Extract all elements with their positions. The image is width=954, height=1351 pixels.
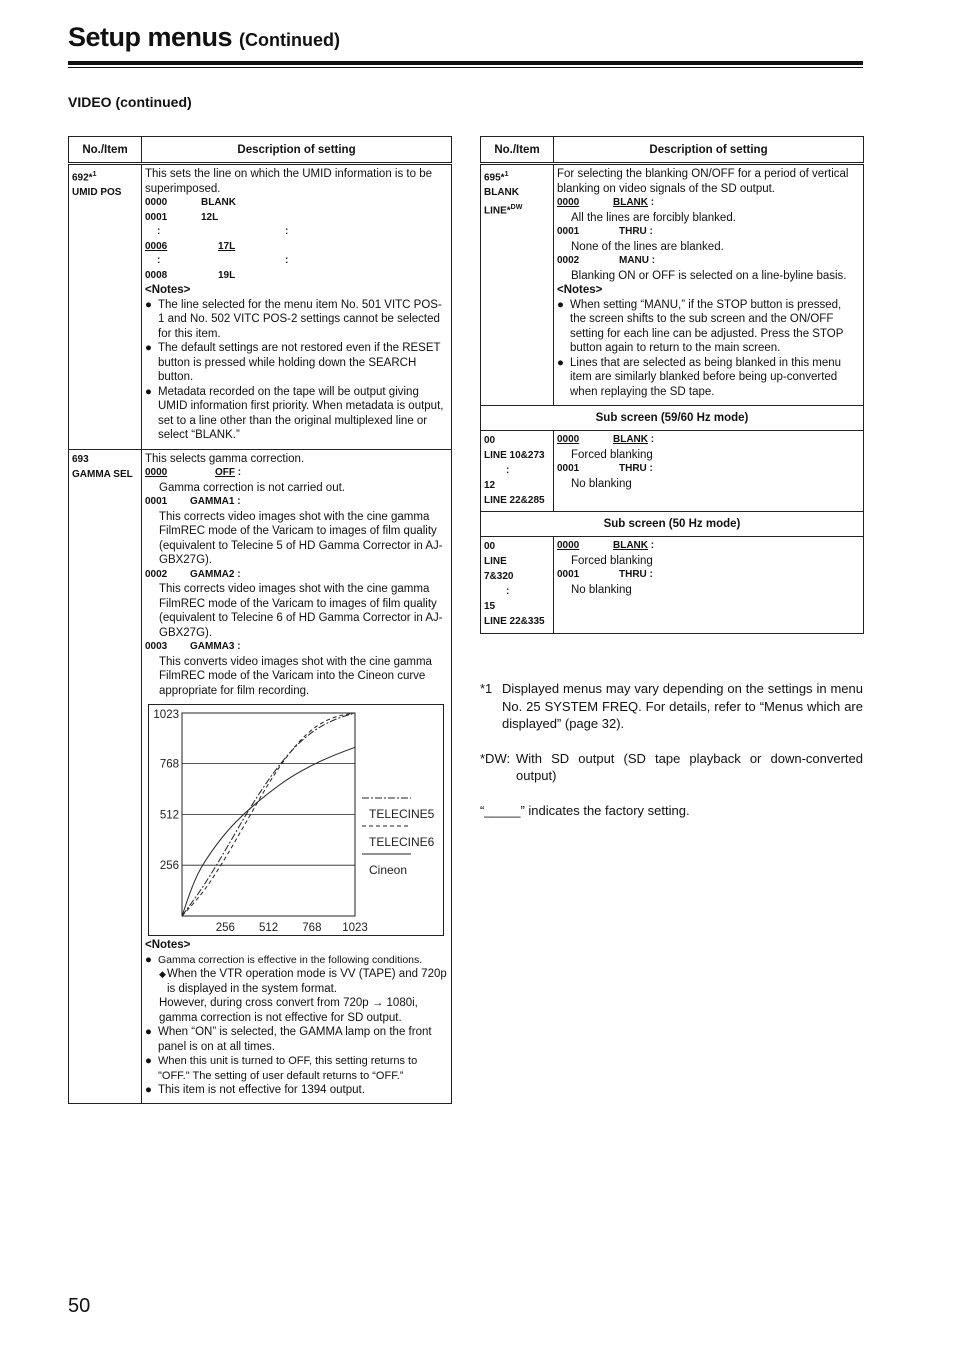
desc-cell-692: This sets the line on which the UMID information is to be superimposed. 0000 BLANK 0001 12L : : 0006 17L : : 0008 19L <Notes> ● The line selected for the menu item No. 501 VITC POS-1 and No. 502 VITC POS-2 settings cannot be selected for this item. ● The default settings are not restored even if the RESET button is pressed while holding down the SEARCH button. ● Metadata recorded on the tape will be output giving UMID information first priority. When metadata is output, set to a line other than the original multiplexed line or select “BLANK.” (142, 164, 452, 450)
item-cell-693: 693 GAMMA SEL (69, 449, 142, 1103)
y-tick-label: 256 (159, 860, 179, 873)
legend-label: TELECINE5 (369, 807, 435, 821)
gamma-chart (149, 705, 443, 935)
legend-label: Cineon (369, 863, 408, 877)
right-settings-table (480, 136, 864, 634)
footnote-factory: “_____” indicates the factory setting. (480, 802, 690, 818)
x-tick-label: 768 (302, 922, 322, 934)
section-heading: VIDEO (continued) (68, 94, 192, 110)
item-cell-sub60: 00 LINE 10&273 : 12 LINE 22&285 (481, 431, 554, 512)
col-header-item: No./Item (69, 137, 142, 164)
sub-screen-50hz-heading: Sub screen (50 Hz mode) (481, 512, 864, 537)
factory-default-code: 0006 (145, 240, 168, 252)
desc-cell-sub60: 0000 BLANK : Forced blanking 0001 THRU : No blanking (554, 431, 864, 512)
col-header-desc: Description of setting (554, 137, 864, 164)
y-tick-label: 512 (159, 809, 179, 822)
table-row-693 (69, 449, 452, 1103)
desc-cell-695: For selecting the blanking ON/OFF for a period of vertical blanking on video signals of the SD output. 0000 BLANK : All the lines are forcibly blanked. 0001 THRU : None of the lines are blanked. 0002 MANU : Blanking ON or OFF is selected on a line-byline basis. <Notes> ● When setting “MANU,” if the STOP button is pressed, the screen shifts to the sub screen and the ON/OFF setting for each line can be adjusted. Press the STOP button again to return to the main screen. ● Lines that are selected as being blanked in this menu item are similarly blanked before being up-converted when replaying the SD tape. (554, 164, 864, 406)
item-cell-695: 695*$^1$ BLANK LINE*$^{DW}$ (481, 164, 554, 406)
table-row-sub50 (481, 537, 864, 634)
footnote-dw: *DW: With SD output (SD tape playback or down-converted output) (480, 750, 863, 783)
table-row-sub60 (481, 431, 864, 512)
col-header-item: No./Item (481, 137, 554, 164)
x-tick-label: 256 (215, 922, 235, 934)
desc-cell-693: This selects gamma correction. 0000 OFF : Gamma correction is not carried out. 0001 GAMMA1 : This corrects video images shot with the cine gamma FilmREC mode of the Varicam to images of film quality (equivalent to Telecine 5 of HD Gamma Corrector in AJ-GBX27G). 0002 GAMMA2 : This corrects video images shot with the cine gamma FilmREC mode of the Varicam to images of film quality (equivalent to Telecine 6 of HD Gamma Corrector in AJ-GBX27G). 0003 GAMMA3 : This converts video images shot with the cine gamma FilmREC mode of the Varicam into the Cineon curve appropriate for film recording. 256 512 768 1023 256 512 768 1023 TELECINE5 TELECINE6 Cineon <Notes> ● Gamma correction is effective in the following conditions. ◆ When the VTR operation mode is VV (TAPE) and 720p is displayed in the system format. However, during cross convert from 720p → 1080i, gamma correction is not effective for SD output. ● When “ON” is selected, the GAMMA lamp on the front panel is on at all times. ● When this unit is turned to OFF, this setting returns to "OFF." The setting of user default returns to “OFF.” ● This item is not effective for 1394 output. (142, 449, 452, 1103)
page-title: Setup menus (Continued) (68, 22, 341, 52)
table-row-692 (69, 164, 452, 450)
x-tick-label: 1023 (342, 922, 368, 934)
table-row-695 (481, 164, 864, 406)
intro-text: This sets the line on which the UMID information is to be superimposed. (145, 168, 432, 195)
x-tick-label: 512 (258, 922, 279, 934)
left-settings-table (68, 136, 452, 1104)
item-cell-692: 692*$^1$ UMID POS (69, 164, 142, 450)
item-cell-sub50: 00 LINE 7&320 : 15 LINE 22&335 (481, 537, 554, 634)
legend-label: TELECINE6 (369, 835, 435, 849)
title-rule-thick (68, 61, 863, 65)
footnotes (480, 680, 863, 836)
gamma-chart-box (148, 704, 444, 936)
footnote-1: *1 Displayed menus may vary depending on the settings in menu No. 25 SYSTEM FREQ. For details, refer to “Menus which are displayed” (page 32). (480, 681, 863, 731)
y-tick-label: 1023 (153, 709, 179, 721)
notes-label: <Notes> (145, 284, 191, 296)
desc-cell-sub50: 0000 BLANK : Forced blanking 0001 THRU : No blanking (554, 537, 864, 634)
title-rule-thin (68, 67, 863, 68)
page-subtitle: (Continued) (239, 30, 341, 50)
series-line-cineon (182, 747, 355, 916)
y-tick-label: 768 (159, 758, 179, 771)
col-header-desc: Description of setting (142, 137, 452, 164)
sub-screen-60hz-heading: Sub screen (59/60 Hz mode) (481, 406, 864, 431)
page-number: 50 (68, 1295, 91, 1317)
